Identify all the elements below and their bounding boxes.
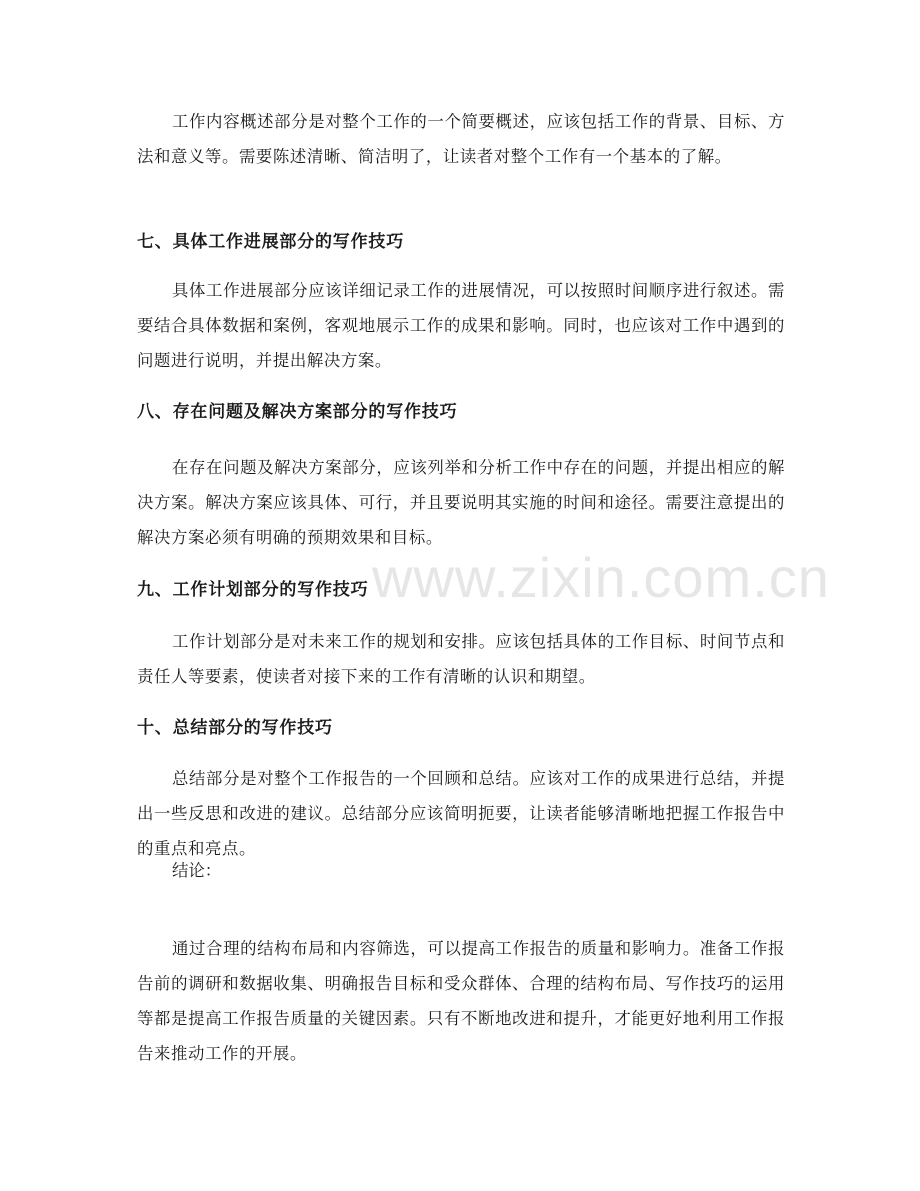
- heading-section-8: 八、存在问题及解决方案部分的写作技巧: [137, 402, 458, 422]
- heading-section-10: 十、总结部分的写作技巧: [137, 718, 333, 738]
- heading-section-7: 七、具体工作进展部分的写作技巧: [137, 232, 404, 252]
- paragraph-section-10: 总结部分是对整个工作报告的一个回顾和总结。应该对工作的成果进行总结，并提出一些反思和改进的建议。总结部分应该简明扼要，让读者能够清晰地把握工作报告中的重点和亮点。: [137, 769, 785, 858]
- watermark: www.zixin.com.cn: [372, 546, 830, 609]
- paragraph-conclusion: 通过合理的结构布局和内容筛选，可以提高工作报告的质量和影响力。准备工作报告前的调研和数据收集、明确报告目标和受众群体、合理的结构布局、写作技巧的运用等都是提高工作报告质量的关键因素。只有不断地改进和提升，才能更好地利用工作报告来推动工作的开展。: [137, 939, 785, 1063]
- paragraph-work-overview: 工作内容概述部分是对整个工作的一个简要概述，应该包括工作的背景、目标、方法和意义等。需要陈述清晰、简洁明了，让读者对整个工作有一个基本的了解。: [137, 112, 785, 166]
- paragraph-section-9: 工作计划部分是对未来工作的规划和安排。应该包括具体的工作目标、时间节点和责任人等要素，使读者对接下来的工作有清晰的认识和期望。: [137, 632, 785, 686]
- conclusion-label: 结论：: [172, 861, 222, 880]
- paragraph-section-8: 在存在问题及解决方案部分，应该列举和分析工作中存在的问题，并提出相应的解决方案。解决方案应该具体、可行，并且要说明其实施的时间和途径。需要注意提出的解决方案必须有明确的预期效果和目标。: [137, 458, 785, 547]
- heading-section-9: 九、工作计划部分的写作技巧: [137, 580, 369, 600]
- paragraph-section-7: 具体工作进展部分应该详细记录工作的进展情况，可以按照时间顺序进行叙述。需要结合具体数据和案例，客观地展示工作的成果和影响。同时，也应该对工作中遇到的问题进行说明，并提出解决方案。: [137, 281, 785, 370]
